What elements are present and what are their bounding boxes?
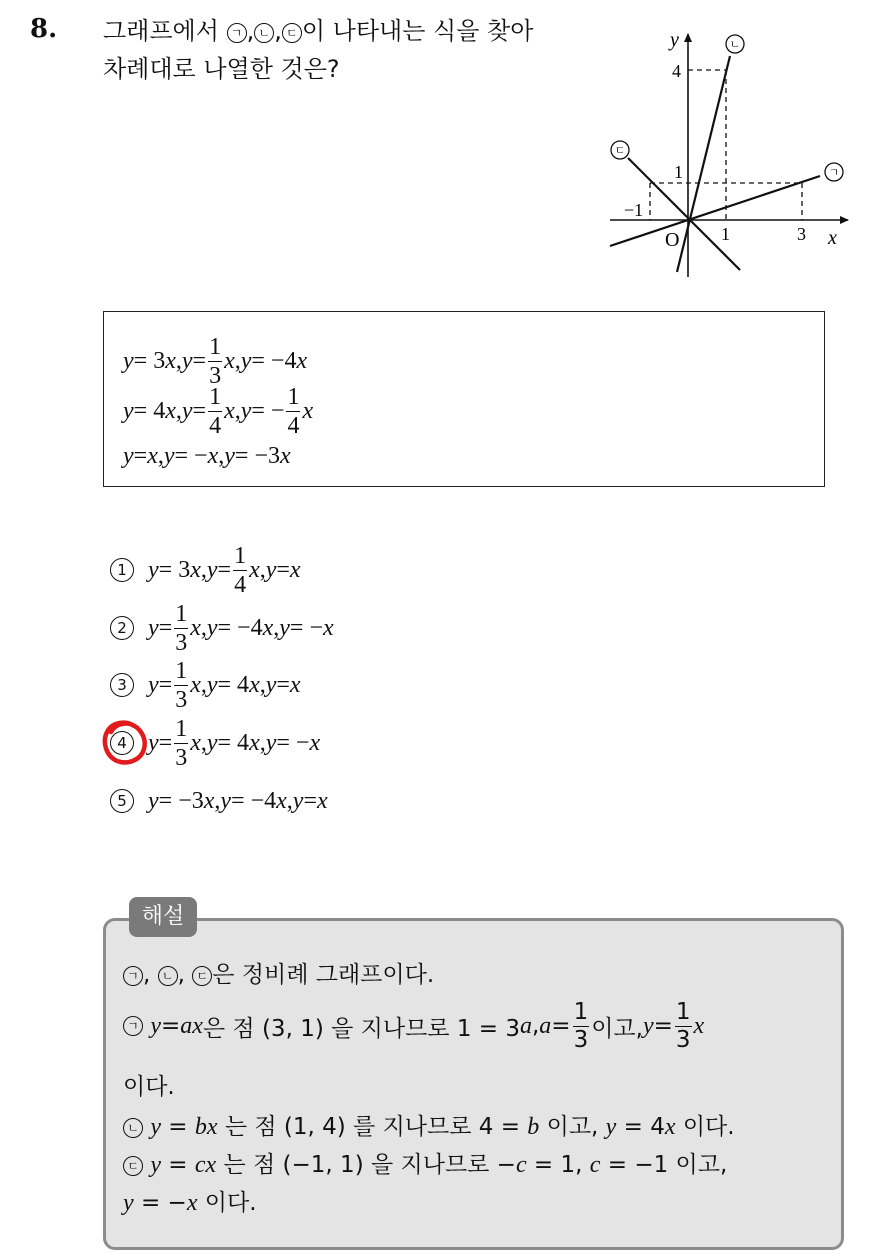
option-number: 4 <box>110 731 134 755</box>
label-nieun <box>726 35 744 53</box>
svg-text:ㄴ: ㄴ <box>729 38 741 51</box>
origin-label: O <box>665 229 680 251</box>
option-fraction: $\frac{1}{4}$ <box>234 542 247 598</box>
answer-mark-circle <box>100 718 152 768</box>
option-fraction: $\frac{1}{3}$ <box>175 657 188 713</box>
mark-digeut: ㄷ <box>123 1156 143 1176</box>
label-giyeok <box>825 163 843 181</box>
mark-giyeok: ㄱ <box>123 966 143 986</box>
solution-fraction: $\frac{1}{3}$ <box>573 998 589 1053</box>
tick-y1: 1 <box>674 162 683 182</box>
mark-nieun: ㄴ <box>158 966 178 986</box>
option-1[interactable]: 1 y = 3 x , y = $\frac{1}{4}$ x , y = x <box>110 545 301 595</box>
box-row-3: y = x , y = − x , y = −3 x <box>123 442 291 469</box>
y-axis-label: y <box>670 29 679 51</box>
line-digeut <box>628 158 740 270</box>
option-number: 2 <box>110 616 134 640</box>
tick-x3: 3 <box>797 224 806 244</box>
question-text <box>103 12 533 88</box>
mark-nieun: ㄴ <box>254 23 274 43</box>
question-line-2: 차례대로 나열한 것은? <box>103 55 340 83</box>
coordinate-graph <box>600 22 870 284</box>
solution-line-6: y = −x 이다. <box>123 1190 257 1216</box>
box-fraction: $\frac{1}{4}$ <box>209 383 222 439</box>
x-axis-label: x <box>828 227 837 249</box>
solution-line-5: ㄷ y = cx 는 점 (−1, 1) 을 지나므로 −c = 1, c = −1 이고, <box>123 1146 727 1179</box>
question-line-1: 그래프에서 ㄱ , ㄴ , ㄷ 이 나타내는 식을 찾아 <box>103 17 534 45</box>
option-5[interactable]: 5 y = −3 x , y = −4 x , y = x <box>110 776 328 826</box>
mark-giyeok: ㄱ <box>123 1016 143 1036</box>
solution-line-3: 이다. <box>123 1074 175 1100</box>
solution-line-2: ㄱ y = ax 은 점 (3, 1) 을 지나므로 1 = 3 a , a = $\frac{1}{3}$ 이고, y = $\frac{1}{3}$ x <box>123 998 704 1054</box>
tick-xm1: −1 <box>624 200 644 220</box>
svg-text:ㄷ: ㄷ <box>614 144 626 157</box>
tick-x1: 1 <box>721 224 730 244</box>
box-fraction: $\frac{1}{3}$ <box>209 333 222 389</box>
option-number: 3 <box>110 673 134 697</box>
option-4[interactable]: 4 y = $\frac{1}{3}$ x , y = 4 x , y = − x <box>110 718 320 768</box>
box-row-1: y = 3 x , y = $\frac{1}{3}$ x , y = −4 x <box>123 333 308 389</box>
option-2[interactable]: 2 y = $\frac{1}{3}$ x , y = −4 x , y = − x <box>110 603 334 653</box>
box-fraction: $\frac{1}{4}$ <box>287 383 300 439</box>
option-fraction: $\frac{1}{3}$ <box>175 715 188 771</box>
solution-header: 해설 <box>129 897 197 937</box>
solution-fraction: $\frac{1}{3}$ <box>675 998 691 1053</box>
dashed-guides <box>650 70 802 220</box>
mark-digeut: ㄷ <box>282 23 302 43</box>
mark-nieun: ㄴ <box>123 1118 143 1138</box>
label-digeut <box>611 141 629 159</box>
mark-giyeok: ㄱ <box>227 23 247 43</box>
solution-line-1: ㄱ , ㄴ , ㄷ 은 정비례 그래프이다. <box>123 956 434 989</box>
option-fraction: $\frac{1}{3}$ <box>175 600 188 656</box>
box-row-2: y = 4 x , y = $\frac{1}{4}$ x , y = − $\frac{1}{4}$ x <box>123 383 314 439</box>
mark-digeut: ㄷ <box>192 966 212 986</box>
svg-text:ㄱ: ㄱ <box>828 166 840 179</box>
option-number: 5 <box>110 789 134 813</box>
option-3[interactable]: 3 y = $\frac{1}{3}$ x , y = 4 x , y = x <box>110 660 301 710</box>
tick-y4: 4 <box>672 61 681 81</box>
option-number: 1 <box>110 558 134 582</box>
question-number: 8. <box>30 14 58 44</box>
solution-line-4: ㄴ y = bx 는 점 (1, 4) 를 지나므로 4 = b 이고, y = 4x 이다. <box>123 1108 735 1141</box>
